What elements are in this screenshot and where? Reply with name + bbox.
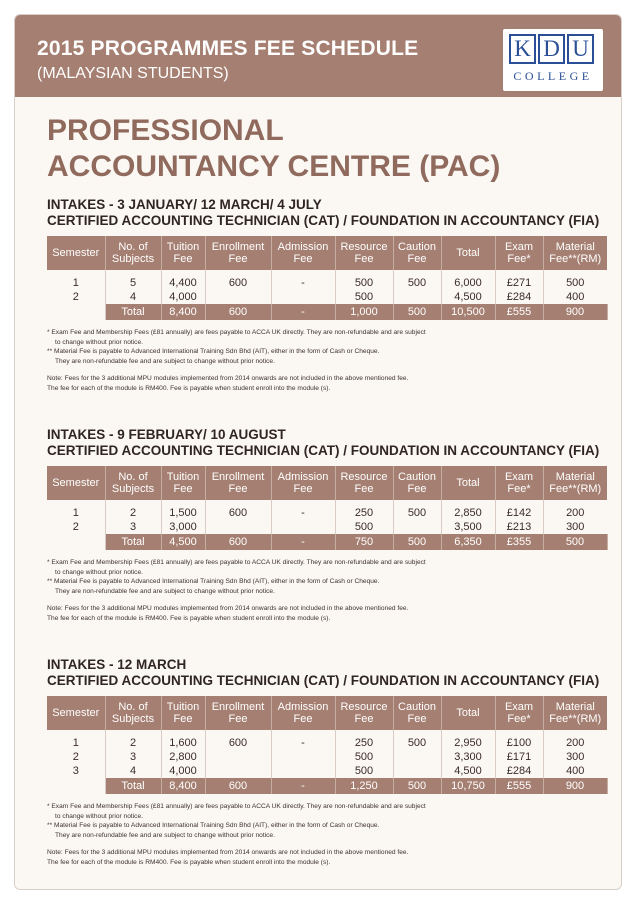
intake-heading: INTAKES - 9 FEBRUARY/ 10 AUGUST	[47, 427, 286, 442]
cell: £355	[495, 534, 543, 550]
cell: 500	[393, 534, 441, 550]
cell: £284	[495, 290, 543, 304]
col-tuition: Tuition Fee	[161, 236, 205, 270]
intake-heading: INTAKES - 12 MARCH	[47, 657, 187, 672]
table-row	[47, 290, 607, 304]
cell: 600	[205, 304, 271, 320]
cell: 1	[47, 730, 105, 750]
table-row	[47, 750, 607, 764]
fee-schedule-page	[14, 14, 622, 890]
col-resource: Resource Fee	[335, 236, 393, 270]
cell: 2	[47, 520, 105, 534]
col-caution: Caution Fee	[393, 696, 441, 730]
program-heading: CERTIFIED ACCOUNTING TECHNICIAN (CAT) / FOUNDATION IN ACCOUNTANCY (FIA)	[47, 443, 600, 458]
cell	[393, 520, 441, 534]
col-caution: Caution Fee	[393, 236, 441, 270]
cell: 8,400	[161, 778, 205, 794]
cell: 750	[335, 534, 393, 550]
col-semester: Semester	[47, 236, 105, 270]
cell	[205, 290, 271, 304]
cell: 4,000	[161, 290, 205, 304]
cell	[205, 520, 271, 534]
exam-fee-note: * Exam Fee and Membership Fees (£81 annually) are fees payable to ACCA UK directly. They are non-refundable and are subject	[47, 559, 426, 566]
cell: 4,500	[441, 290, 495, 304]
cell: £555	[495, 778, 543, 794]
col-enrollment: Enrollment Fee	[205, 696, 271, 730]
material-fee-note-cont: They are non-refundable fee and are subject to change without prior notice.	[55, 357, 275, 365]
cell: £555	[495, 304, 543, 320]
cell: 600	[205, 500, 271, 520]
col-enrollment: Enrollment Fee	[205, 466, 271, 500]
cell: -	[271, 730, 335, 750]
col-total: Total	[441, 236, 495, 270]
cell: 1,250	[335, 778, 393, 794]
mpu-note-cont: The fee for each of the module is RM400. Fee is payable when student enroll into the module (s).	[47, 384, 331, 392]
mpu-note: Note: Fees for the 3 additional MPU modules implemented from 2014 onwards are not included in the above mentioned fee.	[47, 849, 409, 856]
col-exam: Exam Fee*	[495, 236, 543, 270]
cell: 6,000	[441, 270, 495, 290]
cell	[393, 290, 441, 304]
col-enrollment: Enrollment Fee	[205, 236, 271, 270]
table-row	[47, 270, 607, 290]
col-subjects: No. of Subjects	[105, 696, 161, 730]
program-heading: CERTIFIED ACCOUNTING TECHNICIAN (CAT) / FOUNDATION IN ACCOUNTANCY (FIA)	[47, 213, 600, 228]
cell: 2,950	[441, 730, 495, 750]
table-row	[47, 500, 607, 520]
total-row	[47, 304, 607, 320]
cell: 2,800	[161, 750, 205, 764]
section-feb-aug	[47, 427, 617, 623]
exam-fee-note: * Exam Fee and Membership Fees (£81 annually) are fees payable to ACCA UK directly. They are non-refundable and are subject	[47, 329, 426, 336]
col-tuition: Tuition Fee	[161, 466, 205, 500]
cell: 1,500	[161, 500, 205, 520]
cell	[393, 750, 441, 764]
cell: 2,850	[441, 500, 495, 520]
page-title-line-2: ACCOUNTANCY CENTRE (PAC)	[47, 150, 501, 183]
cell: 10,750	[441, 778, 495, 794]
footnotes	[47, 558, 607, 623]
fee-table	[47, 466, 608, 550]
col-material: Material Fee**(RM)	[543, 466, 607, 500]
schedule-title: 2015 PROGRAMMES FEE SCHEDULE	[37, 37, 419, 60]
page-title-line-1: PROFESSIONAL	[47, 114, 284, 147]
cell: 200	[566, 507, 585, 519]
col-material: Material Fee**(RM)	[543, 696, 607, 730]
cell: 5	[105, 270, 161, 290]
table-row	[47, 730, 607, 750]
cell: 500	[335, 270, 393, 290]
section-march	[47, 657, 617, 867]
mpu-note: Note: Fees for the 3 additional MPU modules implemented from 2014 onwards are not included in the above mentioned fee.	[47, 375, 409, 382]
col-total: Total	[441, 466, 495, 500]
col-admission: Admission Fee	[271, 696, 335, 730]
col-subjects: No. of Subjects	[105, 236, 161, 270]
cell: 8,400	[161, 304, 205, 320]
cell: £213	[495, 520, 543, 534]
kdu-college-logo	[503, 29, 603, 91]
exam-fee-note-cont: to change without prior notice.	[55, 338, 143, 346]
cell	[393, 764, 441, 778]
header-banner	[15, 15, 621, 97]
cell: 500	[543, 534, 607, 550]
col-tuition: Tuition Fee	[161, 696, 205, 730]
cell: 500	[335, 290, 393, 304]
cell: 3	[105, 750, 161, 764]
cell: 300	[566, 521, 585, 533]
exam-fee-note-cont: to change without prior notice.	[55, 568, 143, 576]
logo-letter-u: U	[567, 34, 594, 64]
cell: 4	[105, 764, 161, 778]
cell: 1	[47, 270, 105, 290]
logo-word: COLLEGE	[513, 69, 593, 83]
cell: 900	[543, 778, 607, 794]
col-admission: Admission Fee	[271, 466, 335, 500]
cell: 200	[566, 737, 585, 749]
mpu-note: Note: Fees for the 3 additional MPU modules implemented from 2014 onwards are not included in the above mentioned fee.	[47, 605, 409, 612]
cell: 1,000	[335, 304, 393, 320]
cell: £284	[495, 764, 543, 778]
cell: 2	[105, 500, 161, 520]
cell: 3	[47, 764, 105, 778]
table-row	[47, 520, 607, 534]
cell: 500	[335, 750, 393, 764]
cell: 3	[105, 520, 161, 534]
cell	[271, 290, 335, 304]
cell: 10,500	[441, 304, 495, 320]
total-row	[47, 534, 607, 550]
cell: 500	[393, 270, 441, 290]
footnotes	[47, 802, 607, 867]
fee-table	[47, 696, 608, 794]
mpu-note-cont: The fee for each of the module is RM400. Fee is payable when student enroll into the module (s).	[47, 614, 331, 622]
col-caution: Caution Fee	[393, 466, 441, 500]
blank-cell	[47, 778, 105, 794]
cell: 300	[566, 751, 585, 763]
col-semester: Semester	[47, 696, 105, 730]
col-semester: Semester	[47, 466, 105, 500]
cell: -	[271, 778, 335, 794]
cell: 3,500	[441, 520, 495, 534]
col-resource: Resource Fee	[335, 696, 393, 730]
cell: -	[271, 500, 335, 520]
cell: 4	[105, 290, 161, 304]
cell: 600	[205, 270, 271, 290]
cell: 600	[205, 534, 271, 550]
col-material: Material Fee**(RM)	[543, 236, 607, 270]
total-label: Total	[105, 534, 161, 550]
cell: £100	[495, 730, 543, 750]
cell	[271, 750, 335, 764]
cell: 500	[393, 730, 441, 750]
col-exam: Exam Fee*	[495, 466, 543, 500]
cell: 2	[105, 730, 161, 750]
blank-cell	[47, 534, 105, 550]
intake-heading: INTAKES - 3 JANUARY/ 12 MARCH/ 4 JULY	[47, 197, 322, 212]
cell	[205, 750, 271, 764]
blank-cell	[47, 304, 105, 320]
cell: 2	[47, 750, 105, 764]
cell: 4,500	[161, 534, 205, 550]
col-admission: Admission Fee	[271, 236, 335, 270]
cell: 250	[335, 500, 393, 520]
material-fee-note: ** Material Fee is payable to Advanced International Training Sdn Bhd (AIT), either in the form of Cash or Cheque.	[47, 822, 380, 829]
mpu-note-cont: The fee for each of the module is RM400. Fee is payable when student enroll into the module (s).	[47, 858, 331, 866]
cell: 500	[335, 764, 393, 778]
fee-table	[47, 236, 608, 320]
cell: 600	[205, 778, 271, 794]
col-total: Total	[441, 696, 495, 730]
cell: 500	[393, 778, 441, 794]
exam-fee-note-cont: to change without prior notice.	[55, 812, 143, 820]
cell: 900	[543, 304, 607, 320]
cell: -	[271, 304, 335, 320]
cell: 500	[393, 304, 441, 320]
cell: 600	[205, 730, 271, 750]
material-fee-note-cont: They are non-refundable fee and are subject to change without prior notice.	[55, 831, 275, 839]
material-fee-note-cont: They are non-refundable fee and are subject to change without prior notice.	[55, 587, 275, 595]
footnotes	[47, 328, 607, 393]
cell: -	[271, 534, 335, 550]
program-heading: CERTIFIED ACCOUNTING TECHNICIAN (CAT) / FOUNDATION IN ACCOUNTANCY (FIA)	[47, 673, 600, 688]
section-jan-mar-jul	[47, 197, 617, 393]
total-label: Total	[105, 778, 161, 794]
cell: 400	[566, 291, 585, 303]
cell: £142	[495, 500, 543, 520]
col-resource: Resource Fee	[335, 466, 393, 500]
cell: 500	[393, 500, 441, 520]
cell: 6,350	[441, 534, 495, 550]
logo-letter-k: K	[509, 34, 536, 64]
material-fee-note: ** Material Fee is payable to Advanced International Training Sdn Bhd (AIT), either in the form of Cash or Cheque.	[47, 348, 380, 355]
cell: 3,000	[161, 520, 205, 534]
cell: 3,300	[441, 750, 495, 764]
exam-fee-note: * Exam Fee and Membership Fees (£81 annually) are fees payable to ACCA UK directly. They are non-refundable and are subject	[47, 803, 426, 810]
cell	[205, 764, 271, 778]
cell: 1	[47, 500, 105, 520]
col-exam: Exam Fee*	[495, 696, 543, 730]
total-row	[47, 778, 607, 794]
cell: 4,400	[161, 270, 205, 290]
cell: 400	[566, 765, 585, 777]
page-title	[47, 113, 500, 185]
cell: -	[271, 270, 335, 290]
cell: 500	[335, 520, 393, 534]
logo-letter-d: D	[538, 34, 565, 64]
schedule-subtitle: (MALAYSIAN STUDENTS)	[37, 65, 229, 82]
cell: 500	[566, 277, 585, 289]
col-subjects: No. of Subjects	[105, 466, 161, 500]
cell: 4,000	[161, 764, 205, 778]
cell: 250	[335, 730, 393, 750]
material-fee-note: ** Material Fee is payable to Advanced International Training Sdn Bhd (AIT), either in the form of Cash or Cheque.	[47, 578, 380, 585]
cell: £271	[495, 270, 543, 290]
cell: 2	[47, 290, 105, 304]
cell: £171	[495, 750, 543, 764]
total-label: Total	[105, 304, 161, 320]
table-row	[47, 764, 607, 778]
cell	[271, 520, 335, 534]
cell	[271, 764, 335, 778]
cell: 1,600	[161, 730, 205, 750]
cell: 4,500	[441, 764, 495, 778]
